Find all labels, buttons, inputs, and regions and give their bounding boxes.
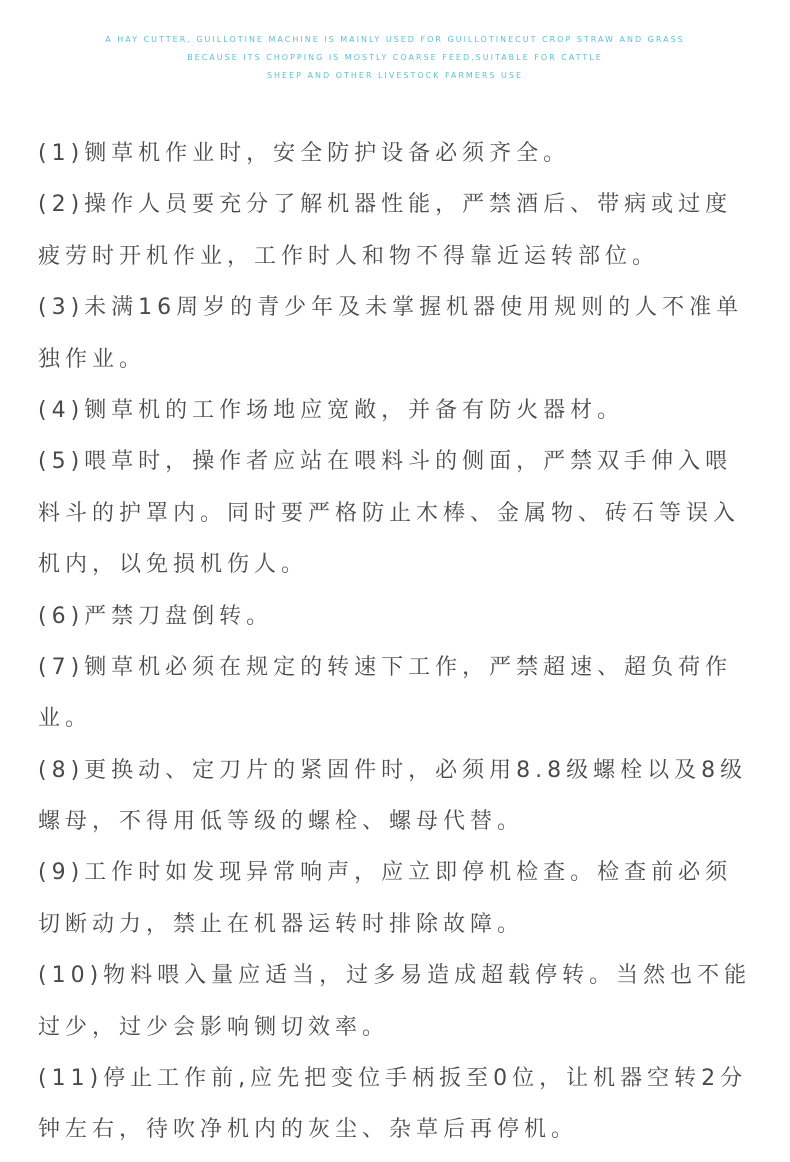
text-line: (8)更换动、定刀片的紧固件时，必须用8.8级螺栓以及8级: [38, 757, 748, 783]
text-line: (3)未满16周岁的青少年及未掌握机器使用规则的人不准单: [38, 295, 744, 321]
subtitle-line-3: SHEEP AND OTHER LIVESTOCK FARMERS USE: [266, 71, 524, 80]
subtitle-line-2: BECAUSE ITS CHOPPING IS MOSTLY COARSE FEED,SUITABLE FOR CATTLE: [187, 53, 603, 62]
english-subtitle: [0, 31, 790, 85]
text-line: (9)工作时如发现异常响声，应立即停机检查。检查前必须: [38, 860, 733, 886]
text-line: (10)物料喂入量应适当，过多易造成超载停转。当然也不能: [38, 963, 752, 989]
text-line: (1)铡草机作业时，安全防护设备必须齐全。: [38, 141, 571, 166]
text-line: 钟左右，待吹净机内的灰尘、杂草后再停机。: [38, 1117, 579, 1143]
text-line: 业。: [38, 706, 93, 732]
safety-instructions: [38, 128, 758, 1156]
text-line: 机内，以免损机伤人。: [38, 552, 309, 578]
text-line: 疲劳时开机作业，工作时人和物不得靠近运转部位。: [38, 243, 660, 269]
subtitle-line-1: A HAY CUTTER, GUILLOTINE MACHINE IS MAINLY USED FOR GUILLOTINECUT CROP STRAW AND GRASS: [105, 35, 685, 44]
text-line: 切断动力，禁止在机器运转时排除故障。: [38, 911, 525, 937]
text-line: (11)停止工作前,应先把变位手柄扳至0位，让机器空转2分: [38, 1066, 748, 1092]
text-line: (5)喂草时，操作者应站在喂料斗的侧面，严禁双手伸入喂: [38, 449, 733, 475]
text-line: (7)铡草机必须在规定的转速下工作，严禁超速、超负荷作: [38, 654, 733, 680]
text-line: 螺母，不得用低等级的螺栓、螺母代替。: [38, 809, 525, 835]
text-line: 过少，过少会影响铡切效率。: [38, 1014, 390, 1040]
text-line: (2)操作人员要充分了解机器性能，严禁酒后、带病或过度: [38, 192, 733, 218]
text-line: (4)铡草机的工作场地应宽敞，并备有防火器材。: [38, 397, 625, 423]
text-line: 料斗的护罩内。同时要严格防止木棒、金属物、砖石等误入: [38, 500, 741, 526]
text-line: (6)严禁刀盘倒转。: [38, 603, 274, 629]
cropped-title-graphic: [0, 0, 790, 10]
text-line: 独作业。: [38, 346, 147, 372]
